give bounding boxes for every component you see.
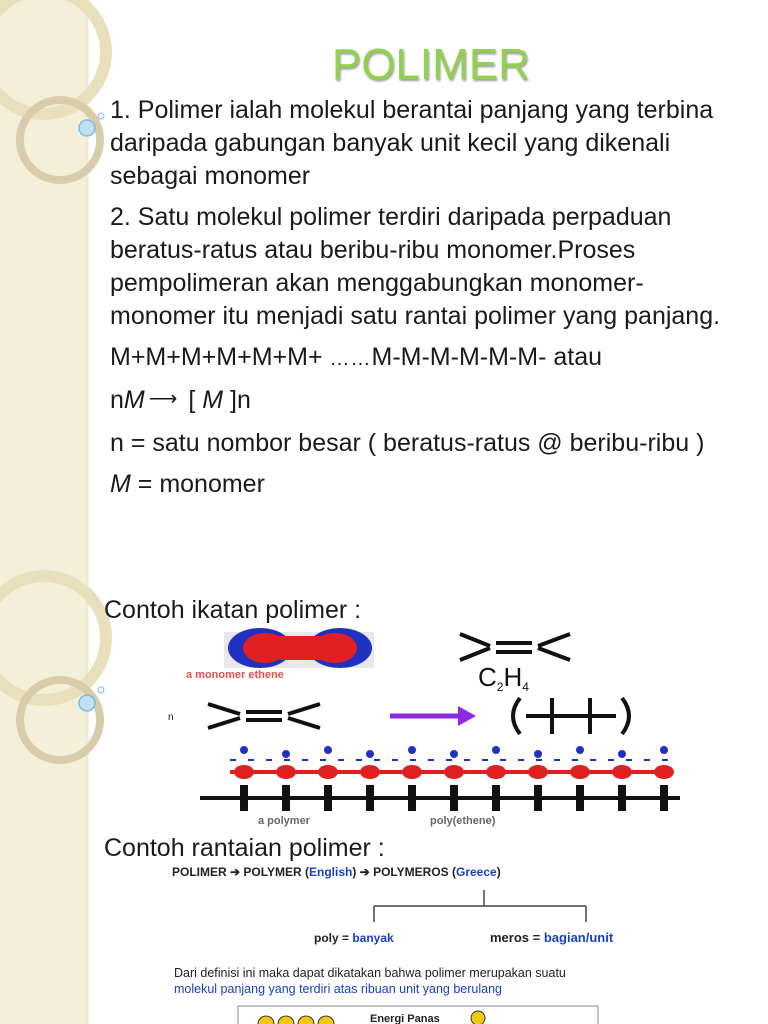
m-definition-text: = monomer — [130, 470, 265, 498]
point-2: 2. Satu molekul polimer terdiri daripada perpaduan beratus-ratus atau beribu-ribu monomer.Proses pempolimeran akan menggabungkan monomer-monomer itu menjadi satu rantai polimer yang panjang. — [110, 203, 721, 330]
polymer-etymology-figure — [166, 860, 666, 1024]
energy-label: Energi Panas — [370, 1013, 440, 1024]
etymology-line: POLIMER ➔ POLYMER (English) ➔ POLYMEROS (Greece) — [172, 865, 501, 879]
example-bond-heading: Contoh ikatan polimer : — [104, 596, 362, 624]
ethene-3d-model — [224, 628, 374, 668]
carbon-bond — [324, 785, 332, 811]
n-definition: n = satu nombor besar ( beratus-ratus @ beribu-ribu ) — [110, 429, 705, 457]
polymerisation-arrow-icon — [390, 706, 476, 726]
hydrogen-atom — [534, 750, 542, 758]
formula-chain-dots: …… — [329, 348, 372, 370]
ethene-structure — [460, 634, 570, 660]
polymer-chain-atoms — [234, 746, 674, 779]
svg-text:n: n — [168, 712, 174, 723]
carbon-bond — [366, 785, 374, 811]
carbon-bond — [408, 785, 416, 811]
heat-icon — [471, 1011, 485, 1024]
formula-n: n — [110, 386, 124, 414]
hydrogen-atom — [660, 746, 668, 754]
carbon-bond — [240, 785, 248, 811]
hydrogen-atom — [366, 750, 374, 758]
example-chain-heading: Contoh rantaian polimer : — [104, 834, 385, 862]
formula-m: M — [123, 386, 145, 414]
polymer-caption: a polymer — [258, 815, 310, 827]
carbon-atom — [360, 765, 380, 779]
definition-line-2: molekul panjang yang terdiri atas ribuan unit yang berulang — [174, 982, 502, 996]
carbon-atom — [318, 765, 338, 779]
hydrogen-atom — [618, 750, 626, 758]
carbon-bond — [492, 785, 500, 811]
carbon-atom — [276, 765, 296, 779]
poly-meaning: poly = banyak — [314, 931, 394, 945]
point-1: 1. Polimer ialah molekul berantai panjang yang terbina daripada gabungan banyak unit kecil yang dikenali sebagai monomer — [110, 96, 714, 190]
formula-reaction — [110, 384, 740, 419]
carbon-atom — [402, 765, 422, 779]
m-definition — [110, 468, 740, 501]
meros-meaning: meros = bagian/unit — [490, 930, 614, 945]
hydrogen-atom — [576, 746, 584, 754]
etymology-tree-lines — [374, 890, 586, 922]
carbon-bond — [450, 785, 458, 811]
carbon-atom — [570, 765, 590, 779]
hydrogen-atom — [450, 750, 458, 758]
ethene-formula: C2H4 — [478, 662, 529, 694]
definition-line-1: Dari definisi ini maka dapat dikatakan bahwa polimer merupakan suatu — [174, 966, 566, 980]
hydrogen-atom — [282, 750, 290, 758]
carbon-atom — [528, 765, 548, 779]
polyethene-repeat-unit — [513, 698, 629, 734]
m-symbol: M — [110, 470, 131, 498]
monomer-beads-icon — [258, 1016, 334, 1024]
slide-body — [110, 94, 740, 509]
carbon-atom — [654, 765, 674, 779]
hydrogen-atom — [408, 746, 416, 754]
carbon-atom — [486, 765, 506, 779]
slide-title: POLIMER — [331, 40, 531, 89]
carbon-bond — [618, 785, 626, 811]
ring-dot-icon — [79, 120, 95, 136]
monomer-caption: a monomer ethene — [186, 669, 284, 681]
formula-m-repeat: M — [202, 386, 224, 414]
formula-chain-left: M+M+M+M+M+M+ — [110, 343, 330, 371]
formula-bracket-close: ]n — [223, 386, 251, 414]
poly-ethene-caption: poly(ethene) — [430, 815, 496, 827]
formula-chain — [110, 341, 740, 376]
decorative-rings — [0, 0, 120, 1024]
carbon-atom — [234, 765, 254, 779]
carbon-bond — [660, 785, 668, 811]
hydrogen-atom — [240, 746, 248, 754]
polymer-bond-figure — [160, 622, 680, 832]
ethene-structure-small — [208, 704, 320, 728]
hydrogen-atom — [492, 746, 500, 754]
formula-chain-right: M-M-M-M-M-M- atau — [371, 343, 603, 371]
carbon-atom — [612, 765, 632, 779]
hydrogen-atom — [324, 746, 332, 754]
carbon-atom — [444, 765, 464, 779]
carbon-bond — [282, 785, 290, 811]
carbon-bond — [576, 785, 584, 811]
formula-bracket-open: [ — [181, 386, 203, 414]
carbon-bond — [534, 785, 542, 811]
reaction-arrow-icon: ⟶ — [148, 388, 178, 410]
